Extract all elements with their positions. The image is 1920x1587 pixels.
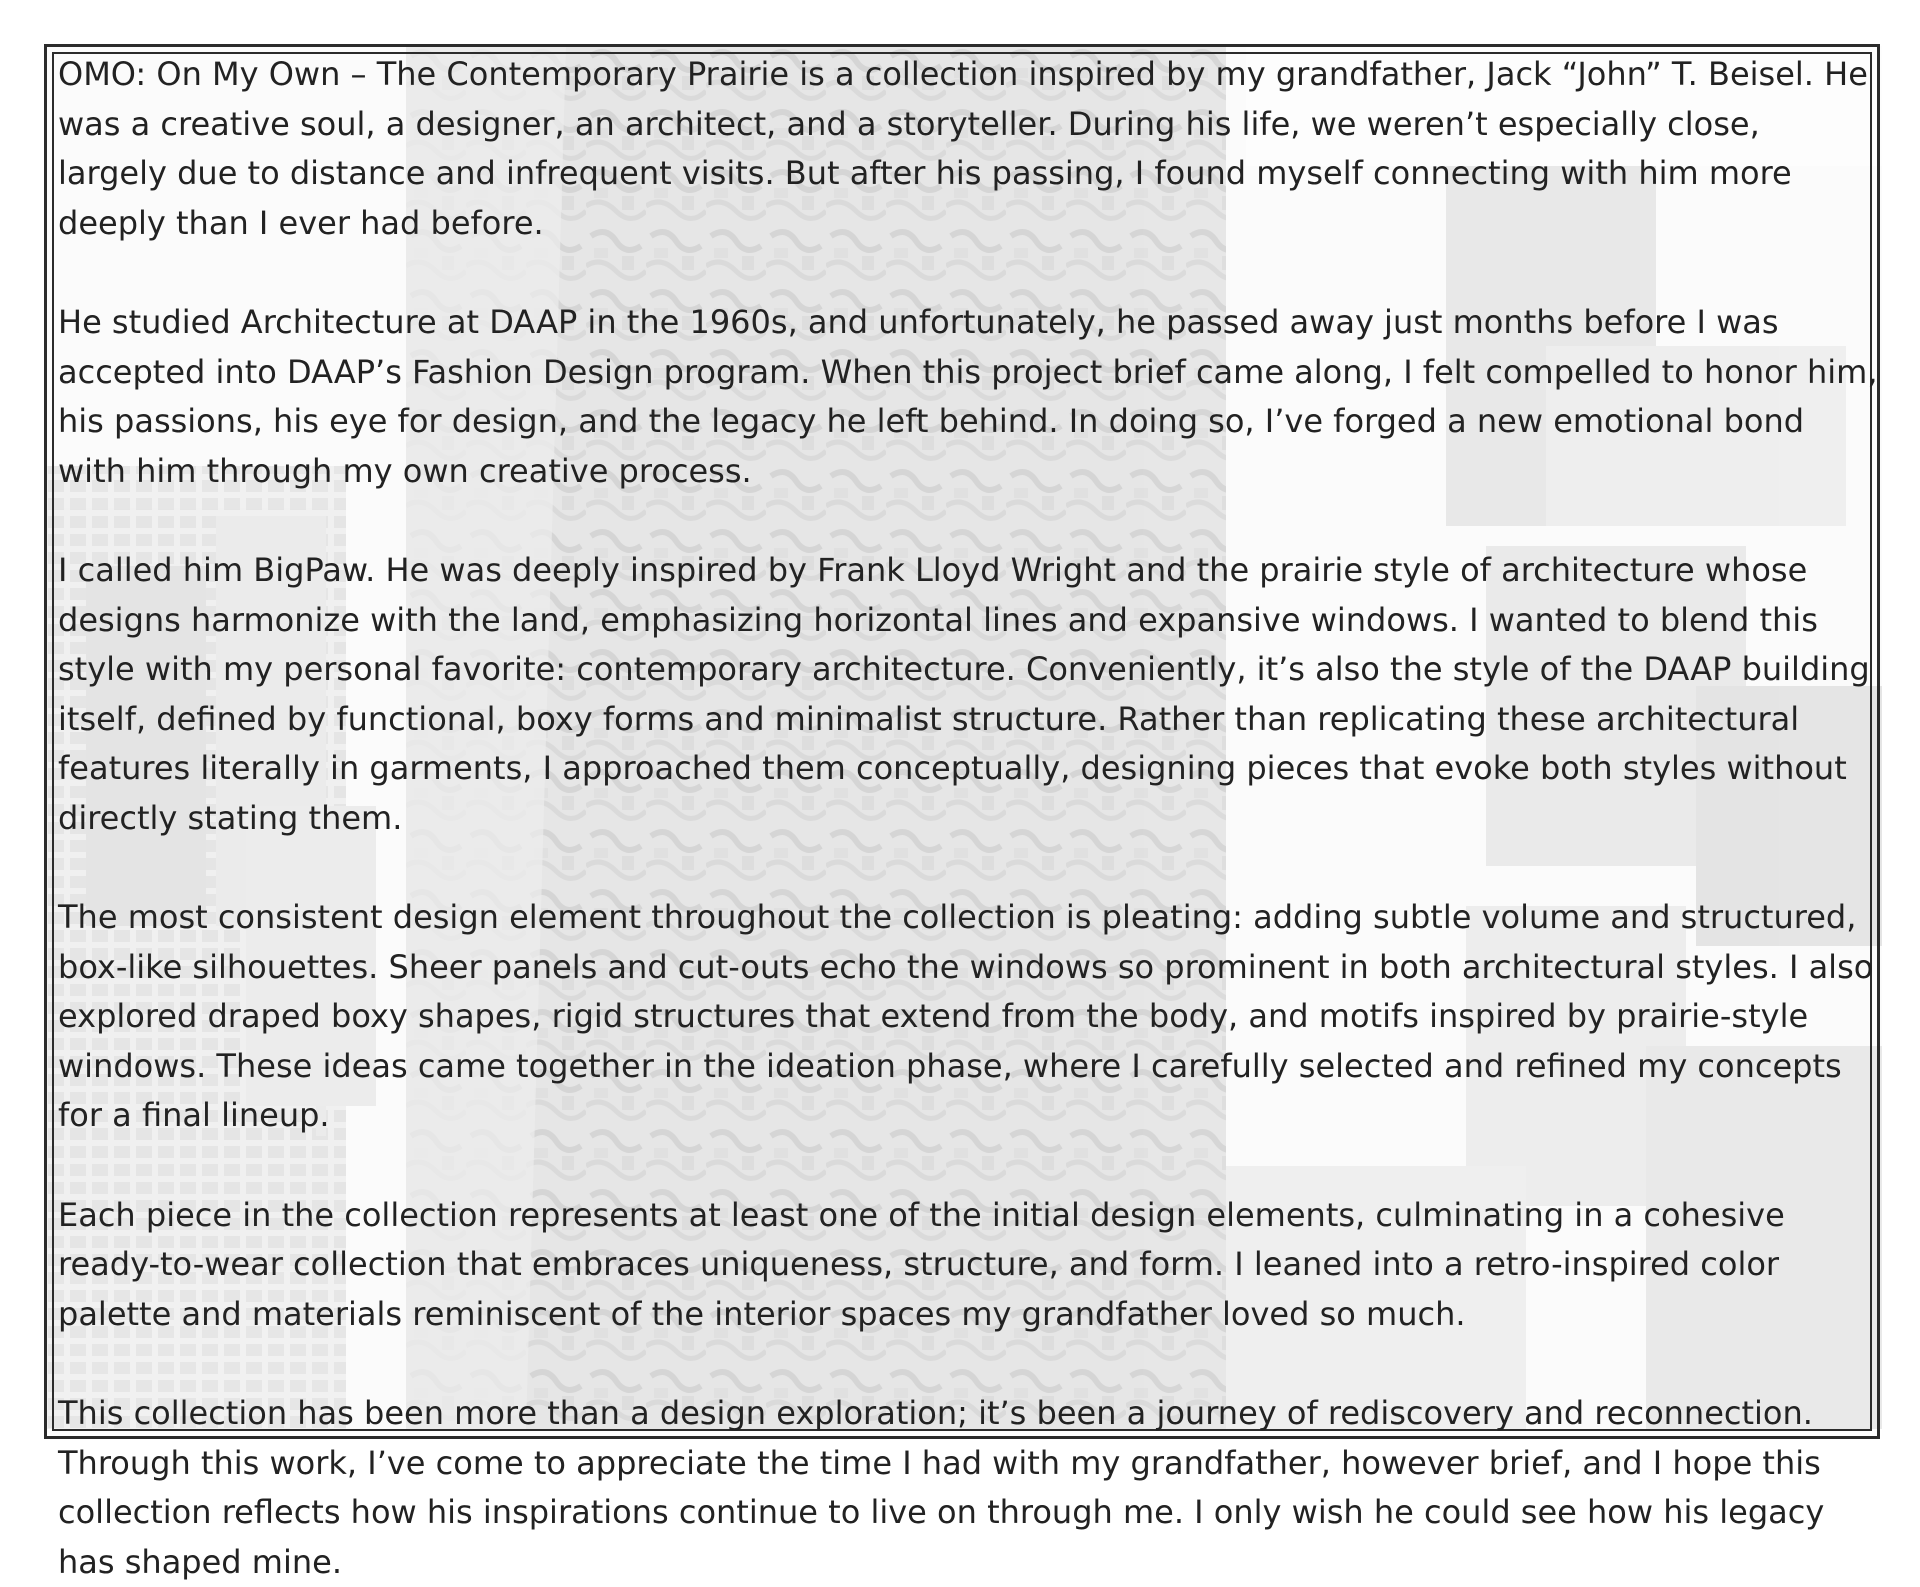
paragraph-1: OMO: On My Own – The Contemporary Prairie is a collection inspired by my grandfather, Jack “John” T. Beisel. He was a creative soul, a designer, an architect, and a storyteller. During his life, we weren’t especially close, largely due to distance and infrequent visits. But after his passing, I found myself connecting with him more deeply than I ever had before. xyxy=(58,55,1868,242)
paragraph-6: This collection has been more than a design exploration; it’s been a journey of rediscovery and reconnection. Through this work, I’ve come to appreciate the time I had with my grandfather, however brief, and I hope this collection reflects how his inspirations continue to live on through me. I only wish he could see how his legacy has shaped mine. xyxy=(58,1394,1825,1581)
paragraph-3: I called him BigPaw. He was deeply inspired by Frank Lloyd Wright and the prairie style of architecture whose designs harmonize with the land, emphasizing horizontal lines and expansive windows. I wanted to blend this style with my personal favorite: contemporary architecture. Conveniently, it’s also the style of the DAAP building itself, defined by functional, boxy forms and minimalist structure. Rather than replicating these architectural features literally in garments, I approached them conceptually, designing pieces that evoke both styles without directly stating them. xyxy=(58,550,1870,837)
paragraph-5: Each piece in the collection represents at least one of the initial design elements, culminating in a cohesive ready-to-wear collection that embraces uniqueness, structure, and form. I leaned into a retro-inspired color palette and materials reminiscent of the interior spaces my grandfather loved so much. xyxy=(58,1195,1785,1333)
paragraph-2: He studied Architecture at DAAP in the 1960s, and unfortunately, he passed away just months before I was accepted into DAAP’s Fashion Design program. When this project brief came along, I felt compelled to honor him, his passions, his eye for design, and the legacy he left behind. In doing so, I’ve forged a new emotional bond with him through my own creative process. xyxy=(58,302,1878,490)
paragraph-4: The most consistent design element throughout the collection is pleating: adding subtle volume and structured, box-like silhouettes. Sheer panels and cut-outs echo the windows so prominent in both architectural styles. I also explored draped boxy shapes, rigid structures that extend from the body, and motifs inspired by prairie-style windows. These ideas came together in the ideation phase, where I carefully selected and refined my concepts for a final lineup. xyxy=(58,898,1874,1135)
collection-statement xyxy=(58,50,1878,1587)
